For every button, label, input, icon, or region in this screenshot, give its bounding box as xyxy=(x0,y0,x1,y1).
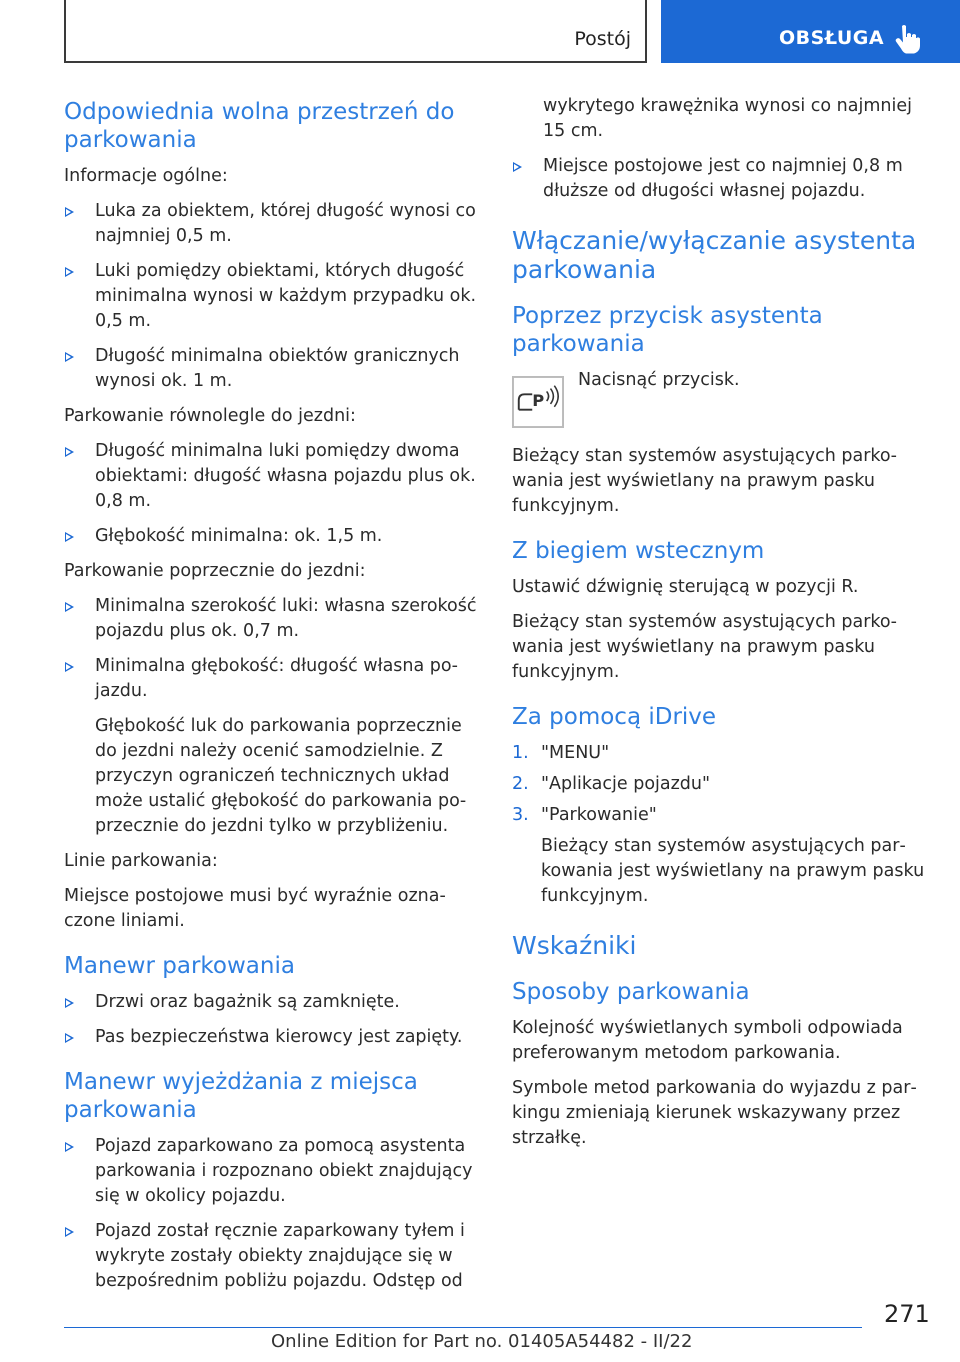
button-instruction xyxy=(512,368,932,432)
reverse-text: Ustawić dźwignię sterującą w pozycji R. xyxy=(512,577,859,597)
bullet-triangle-icon xyxy=(65,1033,74,1043)
bullet-triangle-icon xyxy=(65,602,74,612)
list-item: Drzwi oraz bagażnik są zamknięte. xyxy=(64,990,480,1015)
bullet-triangle-icon xyxy=(65,207,74,217)
lines-label: Linie parkowania: xyxy=(64,851,218,871)
section-title: Postój xyxy=(574,28,631,50)
footer-edition: Online Edition for Part no. 01405A54482 - II/22 xyxy=(271,1331,693,1352)
general-label: Informacje ogólne: xyxy=(64,166,228,186)
heading-button: Poprzez przycisk asystenta parkowania xyxy=(512,303,823,357)
bullet-triangle-icon xyxy=(513,162,522,172)
chapter-tab[interactable] xyxy=(661,0,960,63)
right-column xyxy=(512,98,932,1161)
list-item: Luka za obiektem, której długość wynosi co najmniej 0,5 m. xyxy=(64,199,480,249)
bullet-triangle-icon xyxy=(65,998,74,1008)
bullet-triangle-icon xyxy=(65,1227,74,1237)
idrive-note: Bieżący stan systemów asystujących parkowania jest wyświetlany na prawym pasku funkcyjnym. xyxy=(541,836,925,906)
list-item: 2. "Aplikacje pojazdu" xyxy=(512,774,711,794)
heading-exit-maneuver: Manewr wyjeżdżania z miejsca parkowania xyxy=(64,1069,418,1123)
perpendicular-label: Parkowanie poprzecznie do jezdni: xyxy=(64,561,366,581)
bullet-triangle-icon xyxy=(65,532,74,542)
continued-item: wykrytego krawężnika wynosi co najmniej 15 cm. xyxy=(543,96,912,141)
list-item: Pojazd zaparkowano za pomocą asystenta parkowania i rozpoznano obiekt znajdujący się w okolicy pojazdu. xyxy=(64,1134,480,1209)
heading-onoff: Włączanie/wyłączanie asystenta parkowania xyxy=(512,226,917,284)
reverse-description: Bieżący stan systemów asystujących parkowania jest wyświetlany na prawym pasku funkcyjnym. xyxy=(512,612,897,682)
heading-maneuver: Manewr parkowania xyxy=(64,953,295,979)
button-description: Bieżący stan systemów asystujących parkowania jest wyświetlany na prawym pasku funkcyjnym. xyxy=(512,446,897,516)
methods-text-1: Kolejność wyświetlanych symboli odpowiada preferowanym metodom parkowania. xyxy=(512,1018,903,1063)
press-button-text: Nacisnąć przycisk. xyxy=(578,370,740,390)
bullet-triangle-icon xyxy=(65,1142,74,1152)
bullet-triangle-icon xyxy=(65,352,74,362)
perpendicular-note: Głębokość luk do parkowania poprzecznie do jezdni należy ocenić samodzielnie. Z przyczyn ograniczeń technicznych układ może ustalić głębokość do parkowania poprzecznie do jezdni tylko w przybliżeniu. xyxy=(95,716,467,836)
heading-indicators: Wskaźniki xyxy=(512,931,637,960)
list-item: Pas bezpieczeństwa kierowcy jest zapięty. xyxy=(64,1025,480,1050)
page-number: 271 xyxy=(884,1300,930,1328)
chapter-tab-label: OBSŁUGA xyxy=(779,27,885,49)
header-section-box xyxy=(64,0,647,63)
heading-idrive: Za pomocą iDrive xyxy=(512,704,717,730)
left-column xyxy=(64,98,480,1304)
heading-reverse: Z biegiem wstecznym xyxy=(512,538,765,564)
list-item: Luki pomiędzy obiektami, których długość minimalna wynosi w każdym przypadku ok. 0,5 m. xyxy=(64,259,480,334)
list-item: 3. "Parkowanie" xyxy=(512,805,657,825)
list-item: 1. "MENU" xyxy=(512,743,610,763)
methods-text-2: Symbole metod parkowania do wyjazdu z parkingu zmieniają kierunek wskazywany przez strzałkę. xyxy=(512,1078,917,1148)
lines-text: Miejsce postojowe musi być wyraźnie oznaczone liniami. xyxy=(64,886,446,931)
park-assist-button-icon xyxy=(512,376,564,428)
list-item: Długość minimalna luki pomiędzy dwoma obiektami: długość własna pojazdu plus ok. 0,8 m. xyxy=(64,439,480,514)
svg-text:P: P xyxy=(532,390,545,410)
heading-methods: Sposoby parkowania xyxy=(512,979,750,1005)
footer-divider xyxy=(64,1327,862,1328)
list-item: Głębokość minimalna: ok. 1,5 m. xyxy=(64,524,480,549)
list-item: Pojazd został ręcznie zaparkowany tyłem i wykryte zostały obiekty znajdujące się w bezpośrednim pobliżu pojazdu. Odstęp od xyxy=(64,1219,480,1294)
bullet-triangle-icon xyxy=(65,662,74,672)
list-item: Długość minimalna obiektów granicznych wynosi ok. 1 m. xyxy=(64,344,480,394)
hand-pointer-icon xyxy=(894,24,920,54)
parallel-label: Parkowanie równolegle do jezdni: xyxy=(64,406,356,426)
list-item: Minimalna szerokość luki: własna szerokość pojazdu plus ok. 0,7 m. xyxy=(64,594,480,644)
bullet-triangle-icon xyxy=(65,447,74,457)
list-item: Miejsce postojowe jest co najmniej 0,8 m dłuższe od długości własnej pojazdu. xyxy=(512,154,932,204)
list-item: Minimalna głębokość: długość własna pojazdu. xyxy=(64,654,480,704)
heading-parking-space: Odpowiednia wolna przestrzeń do parkowania xyxy=(64,99,455,153)
bullet-triangle-icon xyxy=(65,267,74,277)
